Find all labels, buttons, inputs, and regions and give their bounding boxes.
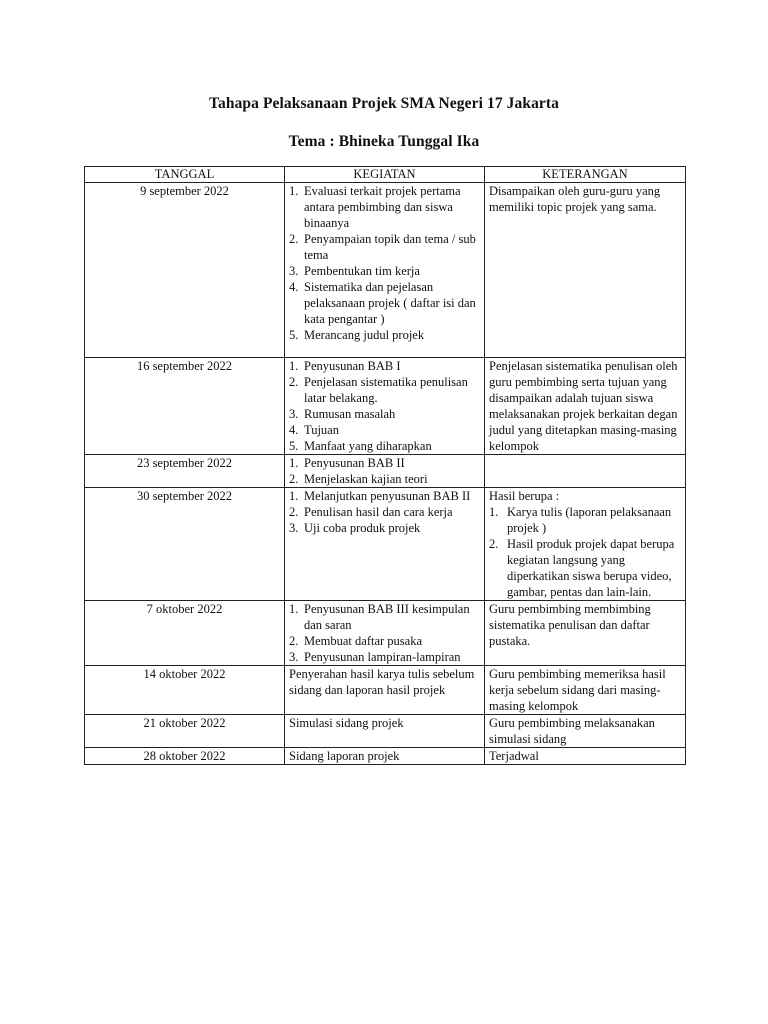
row-date: 23 september 2022 [85,455,285,488]
row-date: 21 oktober 2022 [85,715,285,748]
row-activities [285,358,485,455]
table-row [85,601,686,666]
activity-item: 1. Evaluasi terkait projek pertama antara pembimbing dan siswa binaanya [289,184,461,230]
row-note [485,455,686,488]
activity-item: 1. Penyusunan BAB III kesimpulan dan saran [289,602,470,632]
row-note: Penjelasan sistematika penulisan oleh guru pembimbing serta tujuan yang disampaikan adalah tujuan siswa melaksanakan projek berkaitan degan judul yang ditetapkan masing-masing kelompok [485,358,686,455]
row-note: Terjadwal [485,748,686,765]
row-activities [285,488,485,601]
row-note [485,488,686,601]
activity-item: 1. Penyusunan BAB II [289,456,405,470]
table-row [85,666,686,715]
activity-item: 5. Merancang judul projek [289,328,425,342]
table-row [85,455,686,488]
row-note: Guru pembimbing melaksanakan simulasi sidang [485,715,686,748]
table-row [85,748,686,765]
row-date: 16 september 2022 [85,358,285,455]
activity-item: 1. Penyusunan BAB I [289,359,401,373]
row-date: 9 september 2022 [85,183,285,358]
activity-item: 4. Sistematika dan pejelasan pelaksanaan projek ( daftar isi dan kata pengantar ) [289,280,476,326]
activity-item: 4. Tujuan [289,423,339,437]
header-keterangan: KETERANGAN [485,167,686,183]
activity-item: 3. Uji coba produk projek [289,521,421,535]
document-title: Tahapa Pelaksanaan Projek SMA Negeri 17 Jakarta [208,95,560,112]
document-theme: Tema : Bhineka Tunggal Ika [288,133,480,150]
table-row [85,358,686,455]
row-activity-text: Penyerahan hasil karya tulis sebelum sidang dan laporan hasil projek [285,666,485,715]
activity-item: 2. Penjelasan sistematika penulisan latar belakang. [289,375,468,405]
activity-item: 3. Pembentukan tim kerja [289,264,420,278]
schedule-table [84,166,686,765]
activity-item: 5. Manfaat yang diharapkan [289,439,432,453]
activity-item: 2. Penulisan hasil dan cara kerja [289,505,453,519]
row-date: 14 oktober 2022 [85,666,285,715]
row-date: 7 oktober 2022 [85,601,285,666]
table-header-row [85,167,686,183]
row-activities [285,455,485,488]
note-item: 1. Karya tulis (laporan pelaksanaan projek ) [489,505,672,535]
row-activities [285,601,485,666]
row-date: 28 oktober 2022 [85,748,285,765]
activity-item: 3. Rumusan masalah [289,407,396,421]
table-row [85,183,686,358]
activity-item: 2. Menjelaskan kajian teori [289,472,428,486]
row-activity-text: Simulasi sidang projek [285,715,485,748]
activity-item: 2. Membuat daftar pusaka [289,634,423,648]
row-date: 30 september 2022 [85,488,285,601]
row-note: Disampaikan oleh guru-guru yang memiliki topic projek yang sama. [485,183,686,358]
activity-item: 1. Melanjutkan penyusunan BAB II [289,489,471,503]
activity-item: 2. Penyampaian topik dan tema / sub tema [289,232,476,262]
header-tanggal: TANGGAL [85,167,285,183]
table-row [85,488,686,601]
row-note: Guru pembimbing membimbing sistematika penulisan dan daftar pustaka. [485,601,686,666]
note-intro: Hasil berupa : [489,489,560,503]
row-note: Guru pembimbing memeriksa hasil kerja sebelum sidang dari masing-masing kelompok [485,666,686,715]
row-activity-text: Sidang laporan projek [285,748,485,765]
activity-item: 3. Penyusunan lampiran-lampiran [289,650,461,664]
note-item: 2. Hasil produk projek dapat berupa kegiatan langsung yang diperkatikan siswa berupa video, gambar, pentas dan lain-lain. [489,537,675,599]
row-activities [285,183,485,358]
table-row [85,715,686,748]
header-kegiatan: KEGIATAN [285,167,485,183]
